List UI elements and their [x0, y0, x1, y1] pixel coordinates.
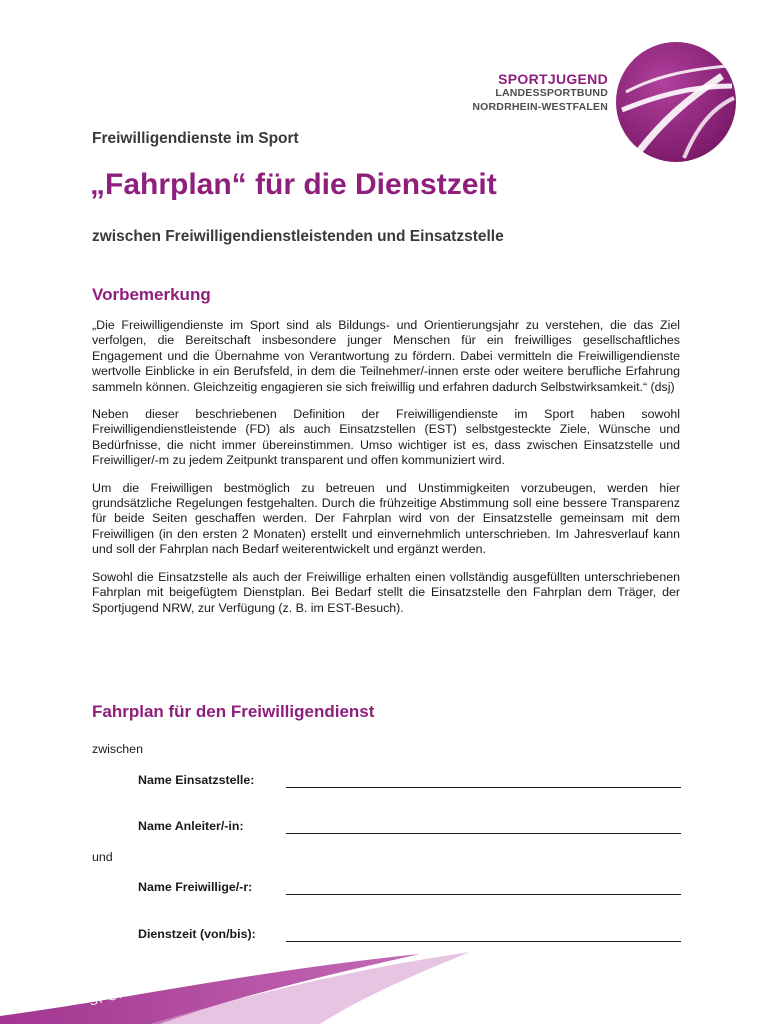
document-title: „Fahrplan“ für die Dienstzeit: [90, 168, 497, 201]
field-einsatzstelle: [138, 773, 681, 793]
preface-paragraph-3: Um die Freiwilligen bestmöglich zu betreuen und Unstimmigkeiten vorzubeugen, werden hier grundsätzliche Regelungen festgehalten. Durch die frühzeitige Abstimmung soll eine bessere Transparenz für beide Seiten geschaffen werden. Der Fahrplan wird von der Einsatzstelle gemeinsam mit dem Freiwilligen (in den ersten 2 Monaten) erstellt und einvernehmlich unterschrieben. Im Jahresverlauf kann und soll der Fahrplan nach Bedarf weiterentwickelt und ergänzt werden.: [92, 480, 680, 557]
preface-paragraph-1: „Die Freiwilligendienste im Sport sind als Bildungs- und Orientierungsjahr zu verstehen, die das Ziel verfolgen, die Bereitschaft insbesondere junger Menschen für ein freiwilliges gesellschaftliches Engagement und die Übernahme von Verantwortung zu fördern. Dabei vermitteln die Freiwilligendienste wertvolle Einblicke in ein Berufsfeld, in dem die Teilnehmer/-innen erste oder weitere berufliche Erfahrung sammeln können. Gleichzeitig engagieren sie sich freiwillig und erfahren dadurch Selbstwirksamkeit.“ (dsj): [92, 318, 680, 394]
field-label-freiwillige: Name Freiwillige/-r:: [138, 880, 253, 894]
preface-paragraph-4: Sowohl die Einsatzstelle als auch der Freiwillige erhalten einen vollständig ausgefüllten unterschriebenen Fahrplan mit beigefügtem Dienstplan. Bei Bedarf stellt die Einsatzstelle den Fahrplan dem Träger, der Sportjugend NRW, zur Verfügung (z. B. im EST-Besuch).: [92, 569, 680, 615]
field-label-dienstzeit: Dienstzeit (von/bis):: [138, 927, 256, 941]
logo-brand: SPORTJUGEND: [498, 71, 608, 87]
field-line-einsatzstelle[interactable]: [286, 787, 681, 788]
document-subtitle: zwischen Freiwilligendienstleistenden und Einsatzstelle: [92, 228, 504, 245]
field-label-anleiter: Name Anleiter/-in:: [138, 819, 244, 833]
field-dienstzeit: [138, 927, 681, 947]
field-line-anleiter[interactable]: [286, 833, 681, 834]
between-label: zwischen: [92, 742, 143, 756]
field-label-einsatzstelle: Name Einsatzstelle:: [138, 773, 255, 787]
field-line-dienstzeit[interactable]: [286, 941, 681, 942]
and-label: und: [92, 850, 113, 864]
section-heading-vorbemerkung: Vorbemerkung: [92, 285, 211, 304]
field-freiwillige: [138, 880, 681, 900]
preface-body: [92, 318, 680, 628]
logo-line-1: LANDESSPORTBUND: [495, 87, 608, 99]
sportjugend-logo-icon: [612, 38, 740, 166]
preface-paragraph-2: Neben dieser beschriebenen Definition der Freiwilligendienste im Sport haben sowohl Freiwilligendienstleistende (FD) als auch Einsatzstellen (EST) selbstgesteckte Ziele, Wünsche und Bedürfnisse, die nicht immer übereinstimmen. Umso wichtiger ist es, dass zwischen Einsatzstelle und Freiwilliger/-m zu jedem Zeitpunkt transparent und offen kommuniziert wird.: [92, 407, 680, 468]
logo-line-2: NORDRHEIN-WESTFALEN: [472, 101, 608, 113]
field-line-freiwillige[interactable]: [286, 894, 681, 895]
slogan-part-nrw: NRW!: [183, 962, 223, 985]
section-heading-fahrplan: Fahrplan für den Freiwilligendienst: [92, 702, 375, 721]
slogan-part-bewegt: BEWEGT: [140, 976, 182, 995]
slogan-part-sport: SPORT: [88, 983, 138, 1009]
document-kicker: Freiwilligendienste im Sport: [92, 130, 299, 147]
logo-wordmark: [472, 72, 608, 114]
field-anleiter: [138, 819, 681, 839]
